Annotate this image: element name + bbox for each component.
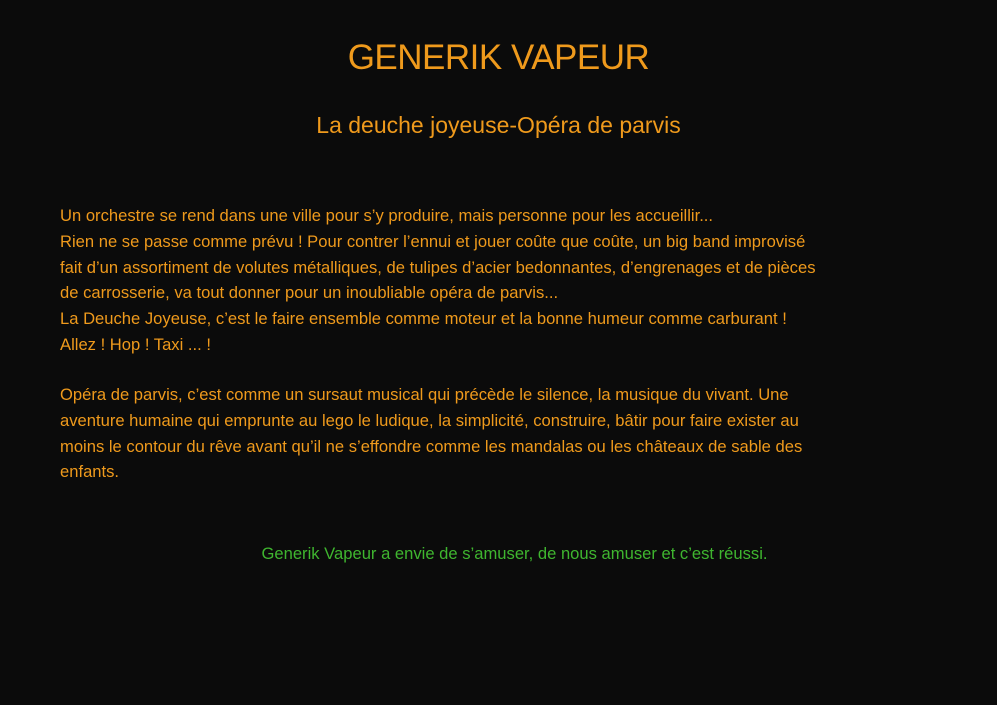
closing-statement: Generik Vapeur a envie de s’amuser, de nous amuser et c’est réussi.: [261, 544, 768, 563]
paragraph-line: Rien ne se passe comme prévu ! Pour contrer l’ennui et jouer coûte que coûte, un big band improvisé: [60, 231, 806, 251]
paragraph-line: Allez ! Hop ! Taxi ... !: [60, 334, 211, 354]
paragraph-line: enfants.: [60, 462, 120, 482]
description-paragraph-2: [60, 382, 975, 485]
paragraph-line: fait d’un assortiment de volutes métalliques, de tulipes d’acier bedonnantes, d’engrenages et de pièces: [60, 257, 816, 277]
description-paragraph-1: [60, 203, 975, 358]
paragraph-line: de carrosserie, va tout donner pour un inoubliable opéra de parvis...: [60, 283, 559, 303]
paragraph-line: Opéra de parvis, c’est comme un sursaut musical qui précède le silence, la musique du vivant. Une: [60, 385, 789, 404]
paragraph-line: aventure humaine qui emprunte au lego le ludique, la simplicité, construire, bâtir pour faire exister au: [60, 410, 799, 430]
paragraph-line: Un orchestre se rend dans une ville pour s’y produire, mais personne pour les accueillir...: [60, 206, 714, 225]
paragraph-line: La Deuche Joyeuse, c’est le faire ensemble comme moteur et la bonne humeur comme carburant !: [60, 309, 787, 329]
page-subtitle: La deuche joyeuse-Opéra de parvis: [316, 112, 681, 138]
page-title: GENERIK VAPEUR: [347, 38, 650, 77]
paragraph-line: moins le contour du rêve avant qu’il ne s’effondre comme les mandalas ou les châteaux de sable des: [60, 436, 803, 456]
